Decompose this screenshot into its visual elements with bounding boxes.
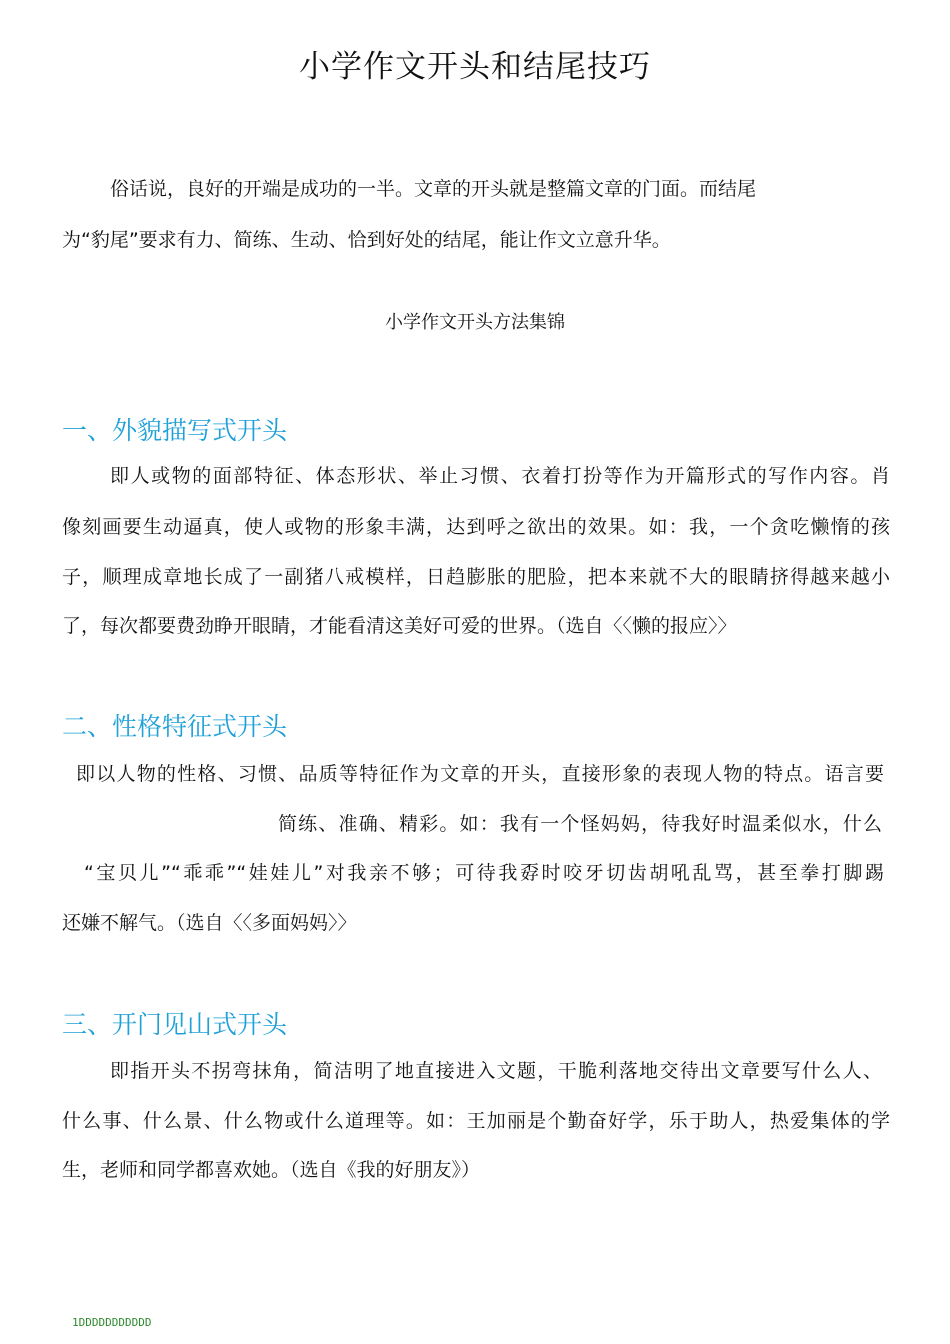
section-heading-1: 一、外貌描写式开头 xyxy=(62,416,288,445)
section-1-line-4: 了，每次都要费劲睁开眼睛，才能看清这美好可爱的世界。（选自〈〈懒的报应〉〉 xyxy=(62,615,737,637)
section-2-line-2: 简练、准确、精彩。如：我有一个怪妈妈，待我好时温柔似水，什么 xyxy=(278,813,882,835)
intro-paragraph-line-2: 为“豹尾”要求有力、简练、生动、恰到好处的结尾，能让作文立意升华。 xyxy=(62,229,671,251)
section-2-line-4: 还嫌不解气。（选自〈〈多面妈妈〉〉 xyxy=(62,912,357,934)
section-3-line-1: 即指开头不拐弯抹角，简洁明了地直接进入文题，干脆利落地交待出文章要写什么人、 xyxy=(110,1060,882,1082)
section-3-line-2: 什么事、什么景、什么物或什么道理等。如：王加丽是个勤奋好学，乐于助人，热爱集体的学 xyxy=(62,1110,890,1132)
section-1-line-1: 即人或物的面部特征、体态形状、举止习惯、衣着打扮等作为开篇形式的写作内容。肖 xyxy=(110,465,890,487)
section-heading-3: 三、开门见山式开头 xyxy=(62,1010,288,1039)
section-1-line-3: 子，顺理成章地长成了一副猪八戒模样，日趋膨胀的肥脸，把本来就不大的眼睛挤得越来越小 xyxy=(62,566,890,588)
section-3-line-3: 生，老师和同学都喜欢她。（选自《我的好朋友》） xyxy=(62,1159,481,1181)
intro-paragraph-line-1: 俗话说，良好的开端是成功的一半。文章的开头就是整篇文章的门面。而结尾 xyxy=(110,178,757,200)
section-2-line-3: “宝贝儿”“乖乖”“娃娃儿”对我亲不够；可待我孬时咬牙切齿胡吼乱骂，甚至拳打脚踢 xyxy=(84,862,884,884)
section-heading-2: 二、性格特征式开头 xyxy=(62,712,288,741)
document-title: 小学作文开头和结尾技巧 xyxy=(299,49,651,85)
section-subtitle: 小学作文开头方法集锦 xyxy=(385,312,565,333)
section-1-line-2: 像刻画要生动逼真，使人或物的形象丰满，达到呼之欲出的效果。如：我，一个贪吃懒惰的孩 xyxy=(62,516,890,538)
page-footer-marker: 1DDDDDDDDDDD xyxy=(72,1316,152,1329)
section-2-line-1: 即以人物的性格、习惯、品质等特征作为文章的开头，直接形象的表现人物的特点。语言要 xyxy=(76,763,884,785)
